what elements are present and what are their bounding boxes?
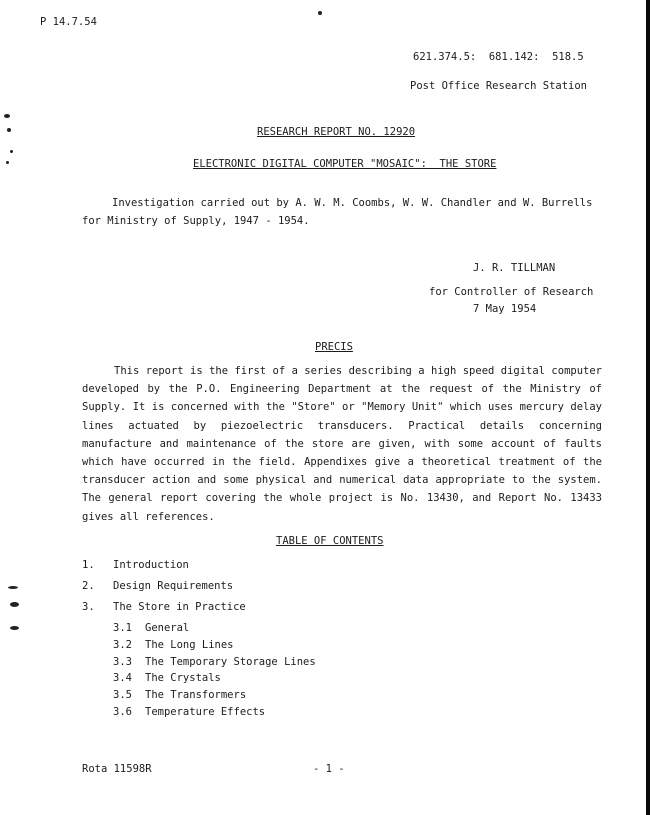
toc-subitem-general: General [145, 622, 190, 634]
toc-subitem-temperature-effects: Temperature Effects [145, 706, 266, 718]
toc-item-design-requirements: Design Requirements [113, 580, 234, 592]
scan-speck [10, 626, 19, 630]
toc-subitem-number: 3.4 [113, 672, 132, 684]
scan-edge-shadow [646, 0, 650, 815]
signatory-role: for Controller of Research [429, 286, 594, 298]
report-title: ELECTRONIC DIGITAL COMPUTER "MOSAIC": THE STORE [193, 158, 497, 170]
scan-speck [10, 602, 19, 607]
investigation-line-2: for Ministry of Supply, 1947 - 1954. [82, 215, 310, 227]
classification-codes: 621.374.5: 681.142: 518.5 [413, 51, 584, 63]
toc-item-number: 1. [82, 559, 95, 571]
precis-heading: PRECIS [315, 341, 353, 353]
organisation-name: Post Office Research Station [410, 80, 588, 92]
signatory-name: J. R. TILLMAN [473, 262, 556, 274]
toc-subitem-crystals: The Crystals [145, 672, 221, 684]
precis-text: This report is the first of a series describing a high speed digital computer developed by the P.O. Engineering Department at the request of the Ministry of Supply. It is concerned with the "Store" or "Memory Unit" which uses mercury delay lines actuated by piezoelectric transducers. Practical details concerning manufacture and maintenance of the store are given, with some account of faults which have occurred in the field. Appendixes give a theoretical treatment of the transducer action and some physical and numerical data appropriate to the system. The general report covering the whole project is No. 13430, and Report No. 13433 gives all references. [82, 365, 602, 523]
toc-subitem-long-lines: The Long Lines [145, 639, 234, 651]
toc-subitem-number: 3.1 [113, 622, 132, 634]
report-number-heading: RESEARCH REPORT NO. 12920 [257, 126, 416, 138]
toc-item-number: 2. [82, 580, 95, 592]
toc-item-number: 3. [82, 601, 95, 613]
scan-speck [6, 161, 9, 164]
form-reference: Rota 11598R [82, 763, 152, 775]
toc-subitem-temporary-storage-lines: The Temporary Storage Lines [145, 656, 316, 668]
toc-subitem-transformers: The Transformers [145, 689, 247, 701]
investigation-line-1: Investigation carried out by A. W. M. Coombs, W. W. Chandler and W. Burrells [112, 197, 593, 209]
scan-speck [7, 128, 11, 132]
toc-item-store-in-practice: The Store in Practice [113, 601, 246, 613]
file-reference: P 14.7.54 [40, 16, 97, 28]
report-date: 7 May 1954 [473, 303, 537, 315]
toc-heading: TABLE OF CONTENTS [276, 535, 384, 547]
scan-speck [8, 586, 18, 589]
toc-item-introduction: Introduction [113, 559, 189, 571]
page-number: - 1 - [313, 763, 345, 775]
toc-subitem-number: 3.5 [113, 689, 132, 701]
scan-speck [10, 150, 13, 153]
toc-subitem-number: 3.2 [113, 639, 132, 651]
toc-subitem-number: 3.6 [113, 706, 132, 718]
scan-speck [318, 11, 322, 15]
scan-speck [4, 114, 10, 118]
toc-subitem-number: 3.3 [113, 656, 132, 668]
precis-body [82, 362, 602, 526]
